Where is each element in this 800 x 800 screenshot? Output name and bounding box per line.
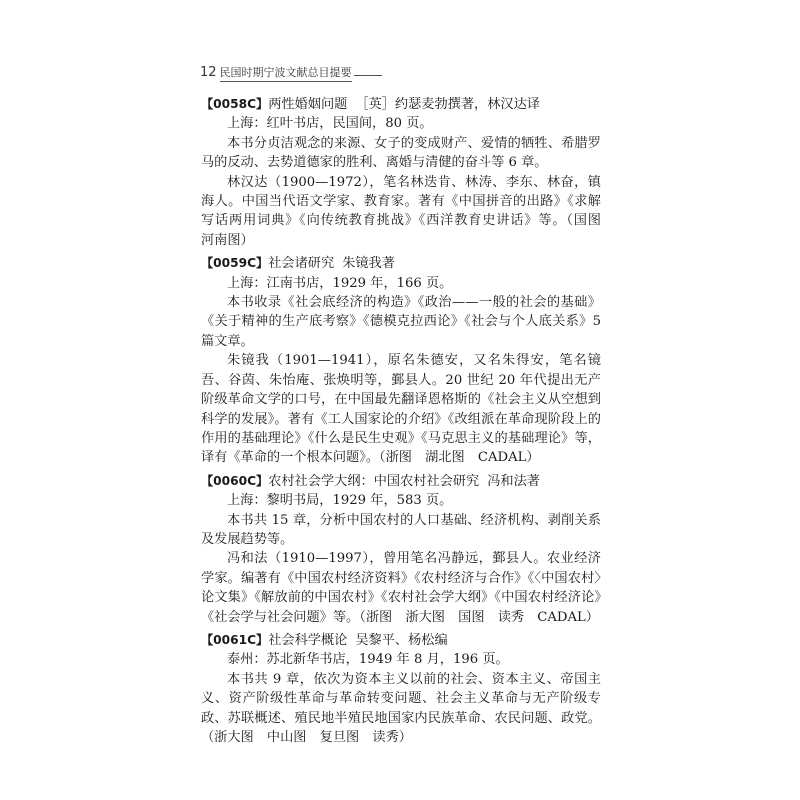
entry-heading — [201, 472, 601, 491]
entry-list — [201, 95, 615, 751]
entry-id: 【0061C】 — [201, 632, 269, 647]
entry-summary: 本书分贞洁观念的来源、女子的变成财产、爱情的牺牲、希腊罗马的反动、去势道德家的胜利、离婚与清健的奋斗等 6 章。 — [201, 135, 601, 171]
entry-summary: 本书共 9 章，依次为资本主义以前的社会、资本主义、帝国主义、资产阶级性革命与革命转变问题、社会主义革命与无产阶级专政、苏联概述、殖民地半殖民地国家内民族革命、农民问题、政党。（浙大图 中山图 复旦图 读秀） — [201, 671, 601, 745]
entry-title: 两性婚姻问题 — [268, 97, 348, 112]
entry-author-bio: 朱镜我（1901—1941），原名朱德安，又名朱得安，笔名镜吾、谷茵、朱怡庵、张焕明等，鄞县人。20 世纪 20 年代提出无产阶级革命文学的口号，在中国最先翻译恩格斯的《社会主义从空想到科学的发展》。著有《工人国家论的介绍》《改组派在革命现阶段上的作用的基础理论》《什么是民生史观》《马克思主义的基础理论》等，译有《革命的一个根本问题》。（浙图 湖北图 CADAL） — [201, 353, 601, 466]
running-header — [200, 64, 382, 82]
entry-heading — [201, 631, 601, 650]
entry-id: 【0059C】 — [201, 256, 269, 271]
entry-heading — [201, 95, 601, 114]
entry-title: 农村社会学大纲：中国农村社会研究 — [268, 473, 480, 489]
entry-author-bio: 冯和法（1910—1997），曾用笔名冯静远，鄞县人。农业经济学家。编著有《中国农村经济资料》《农村经济与合作》《〈中国农村〉论文集》《解放前的中国农村》《农村社会学大纲》《中国农村经济论》《社会学与社会问题》等。（浙图 浙大图 国图 读秀 CADAL） — [201, 551, 601, 625]
entry-heading — [201, 254, 601, 273]
entry-0059c — [201, 254, 601, 467]
entry-id: 【0060C】 — [201, 473, 269, 488]
entry-author: 冯和法著 — [487, 473, 540, 489]
entry-title: 社会诸研究 — [268, 256, 335, 272]
header-rule — [354, 75, 382, 76]
entry-id: 【0058C】 — [201, 97, 269, 111]
entry-author: 朱镜我著 — [342, 256, 395, 272]
entry-summary: 本书共 15 章，分析中国农村的人口基础、经济机构、剥削关系及发展趋势等。 — [201, 512, 601, 547]
entry-author: ［英］约瑟麦勃撰著，林汉达译 — [355, 97, 540, 112]
entry-0058c — [201, 95, 615, 250]
entry-0061c — [201, 631, 601, 747]
entry-author: 吴黎平、杨松编 — [355, 632, 448, 648]
entry-publication: 上海：黎明书局，1929 年，583 页。 — [227, 493, 453, 509]
entry-0060c — [201, 472, 601, 627]
entry-title: 社会科学概论 — [268, 632, 348, 648]
page-number: 12 — [200, 65, 217, 80]
entry-summary: 本书收录《社会底经济的构造》《政治——一般的社会的基础》《关于精神的生产底考察》《德模克拉西论》《社会与个人底关系》5 篇文章。 — [201, 295, 601, 349]
running-title: 民国时期宁波文献总目提要 — [220, 64, 352, 82]
entry-author-bio: 林汉达（1900—1972），笔名林迭肯、林涛、李东、林奋，镇海人。中国当代语文学家、教育家。著有《中国拼音的出路》《求解写话两用词典》《向传统教育挑战》《西洋教育史讲话》等。（国图 河南图） — [201, 174, 615, 248]
entry-publication: 上海：江南书店，1929 年，166 页。 — [227, 275, 453, 291]
entry-publication: 上海：红叶书店，民国间，80 页。 — [227, 116, 433, 132]
entry-publication: 泰州：苏北新华书店，1949 年 8 月，196 页。 — [227, 652, 509, 668]
